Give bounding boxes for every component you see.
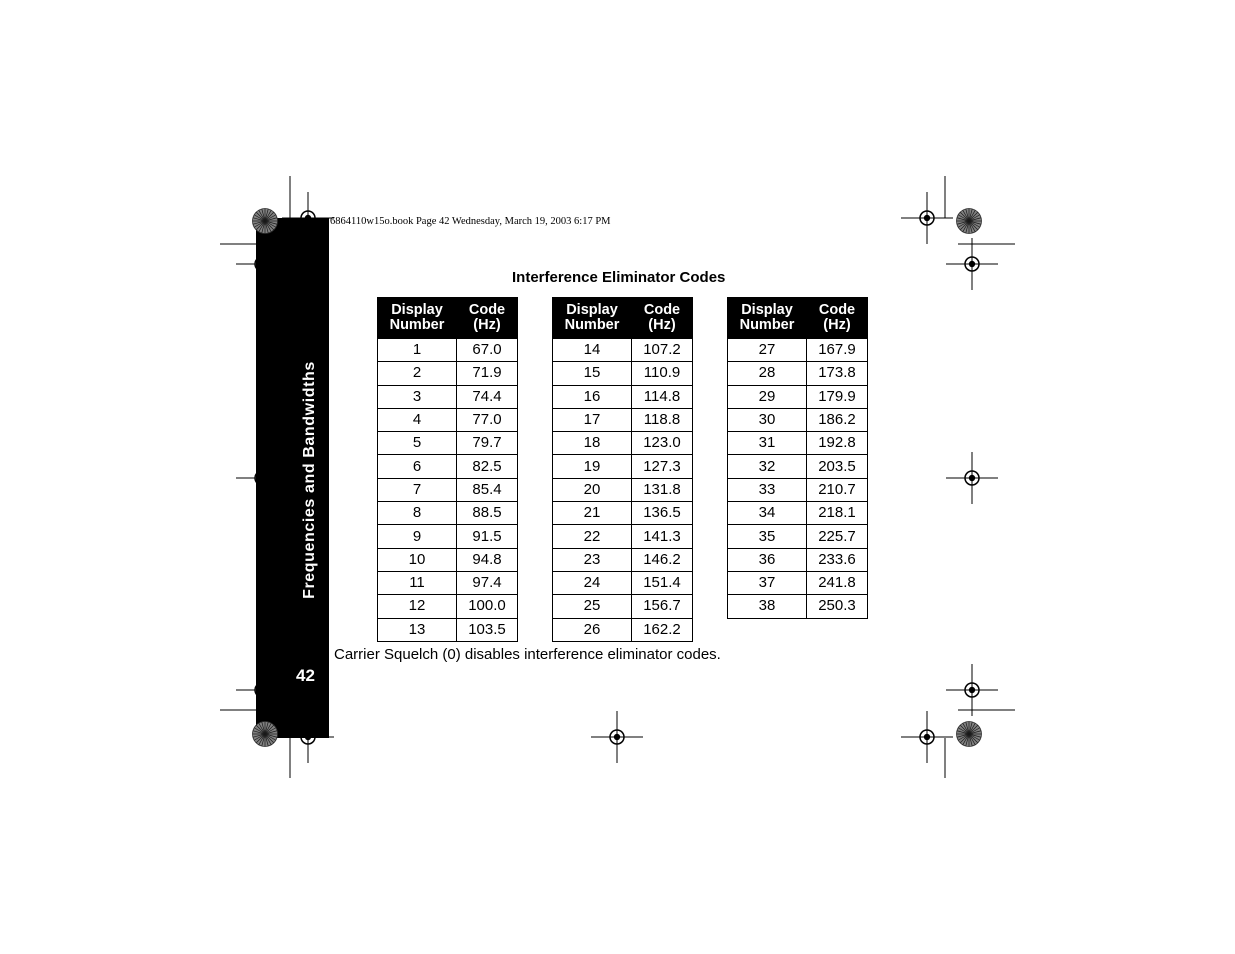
display-number-cell: 1 (378, 339, 457, 362)
display-number-cell: 12 (378, 595, 457, 618)
display-number-cell: 16 (553, 385, 632, 408)
code-hz-cell: 118.8 (632, 408, 693, 431)
code-hz-header: Code (Hz) (807, 298, 868, 339)
starburst-icon (253, 722, 278, 747)
code-hz-cell: 110.9 (632, 362, 693, 385)
code-hz-cell: 107.2 (632, 339, 693, 362)
display-number-cell: 17 (553, 408, 632, 431)
display-number-cell: 11 (378, 571, 457, 594)
display-number-cell: 4 (378, 408, 457, 431)
section-label: Frequencies and Bandwidths (301, 361, 318, 599)
code-hz-cell: 103.5 (457, 618, 518, 641)
code-hz-cell: 77.0 (457, 408, 518, 431)
display-number-cell: 13 (378, 618, 457, 641)
display-number-cell: 24 (553, 571, 632, 594)
code-hz-cell: 241.8 (807, 571, 868, 594)
code-hz-cell: 233.6 (807, 548, 868, 571)
display-number-cell: 26 (553, 618, 632, 641)
code-hz-cell: 210.7 (807, 478, 868, 501)
code-hz-cell: 127.3 (632, 455, 693, 478)
code-hz-cell: 141.3 (632, 525, 693, 548)
code-hz-header: Code (Hz) (457, 298, 518, 339)
display-number-cell: 7 (378, 478, 457, 501)
footnote: Carrier Squelch (0) disables interference eliminator codes. (334, 646, 721, 663)
code-hz-header: Code (Hz) (632, 298, 693, 339)
display-number-cell: 32 (728, 455, 807, 478)
code-hz-cell: 94.8 (457, 548, 518, 571)
display-number-header: Display Number (728, 298, 807, 339)
code-hz-cell: 123.0 (632, 432, 693, 455)
display-number-cell: 22 (553, 525, 632, 548)
display-number-cell: 14 (553, 339, 632, 362)
code-hz-cell: 186.2 (807, 408, 868, 431)
code-hz-cell: 114.8 (632, 385, 693, 408)
display-number-cell: 30 (728, 408, 807, 431)
code-hz-cell: 146.2 (632, 548, 693, 571)
registration-target-icon (591, 711, 643, 763)
code-hz-cell: 85.4 (457, 478, 518, 501)
registration-target-icon (946, 664, 998, 716)
code-hz-cell: 151.4 (632, 571, 693, 594)
starburst-icon (253, 209, 278, 234)
display-number-cell: 20 (553, 478, 632, 501)
starburst-icon (957, 722, 982, 747)
display-number-cell: 35 (728, 525, 807, 548)
display-number-cell: 2 (378, 362, 457, 385)
display-number-cell: 38 (728, 595, 807, 618)
starburst-icon (957, 209, 982, 234)
display-number-cell: 36 (728, 548, 807, 571)
code-hz-cell: 218.1 (807, 502, 868, 525)
display-number-cell: 19 (553, 455, 632, 478)
display-number-header: Display Number (378, 298, 457, 339)
registration-target-icon (946, 452, 998, 504)
display-number-cell: 15 (553, 362, 632, 385)
code-hz-cell: 156.7 (632, 595, 693, 618)
registration-target-icon (946, 238, 998, 290)
print-header: 6864110w15o.book Page 42 Wednesday, March 19, 2003 6:17 PM (330, 216, 611, 227)
code-hz-cell: 250.3 (807, 595, 868, 618)
code-hz-cell: 203.5 (807, 455, 868, 478)
display-number-cell: 9 (378, 525, 457, 548)
registration-target-icon (236, 664, 288, 716)
display-number-cell: 27 (728, 339, 807, 362)
registration-target-icon (236, 452, 288, 504)
registration-target-icon (236, 238, 288, 290)
display-number-cell: 21 (553, 502, 632, 525)
display-number-cell: 28 (728, 362, 807, 385)
display-number-cell: 10 (378, 548, 457, 571)
display-number-cell: 37 (728, 571, 807, 594)
code-hz-cell: 67.0 (457, 339, 518, 362)
code-hz-cell: 173.8 (807, 362, 868, 385)
display-number-cell: 33 (728, 478, 807, 501)
page-title: Interference Eliminator Codes (512, 269, 726, 286)
display-number-cell: 8 (378, 502, 457, 525)
code-hz-cell: 71.9 (457, 362, 518, 385)
code-hz-cell: 91.5 (457, 525, 518, 548)
display-number-header: Display Number (553, 298, 632, 339)
display-number-cell: 5 (378, 432, 457, 455)
code-hz-cell: 100.0 (457, 595, 518, 618)
display-number-cell: 25 (553, 595, 632, 618)
code-hz-cell: 179.9 (807, 385, 868, 408)
display-number-cell: 6 (378, 455, 457, 478)
code-hz-cell: 97.4 (457, 571, 518, 594)
display-number-cell: 31 (728, 432, 807, 455)
code-hz-cell: 136.5 (632, 502, 693, 525)
code-hz-cell: 88.5 (457, 502, 518, 525)
code-hz-cell: 225.7 (807, 525, 868, 548)
display-number-cell: 3 (378, 385, 457, 408)
display-number-cell: 29 (728, 385, 807, 408)
display-number-cell: 34 (728, 502, 807, 525)
display-number-cell: 18 (553, 432, 632, 455)
page-number: 42 (296, 666, 315, 685)
display-number-cell: 23 (553, 548, 632, 571)
code-hz-cell: 162.2 (632, 618, 693, 641)
code-hz-cell: 74.4 (457, 385, 518, 408)
code-hz-cell: 79.7 (457, 432, 518, 455)
code-hz-cell: 167.9 (807, 339, 868, 362)
code-hz-cell: 82.5 (457, 455, 518, 478)
code-hz-cell: 192.8 (807, 432, 868, 455)
code-hz-cell: 131.8 (632, 478, 693, 501)
